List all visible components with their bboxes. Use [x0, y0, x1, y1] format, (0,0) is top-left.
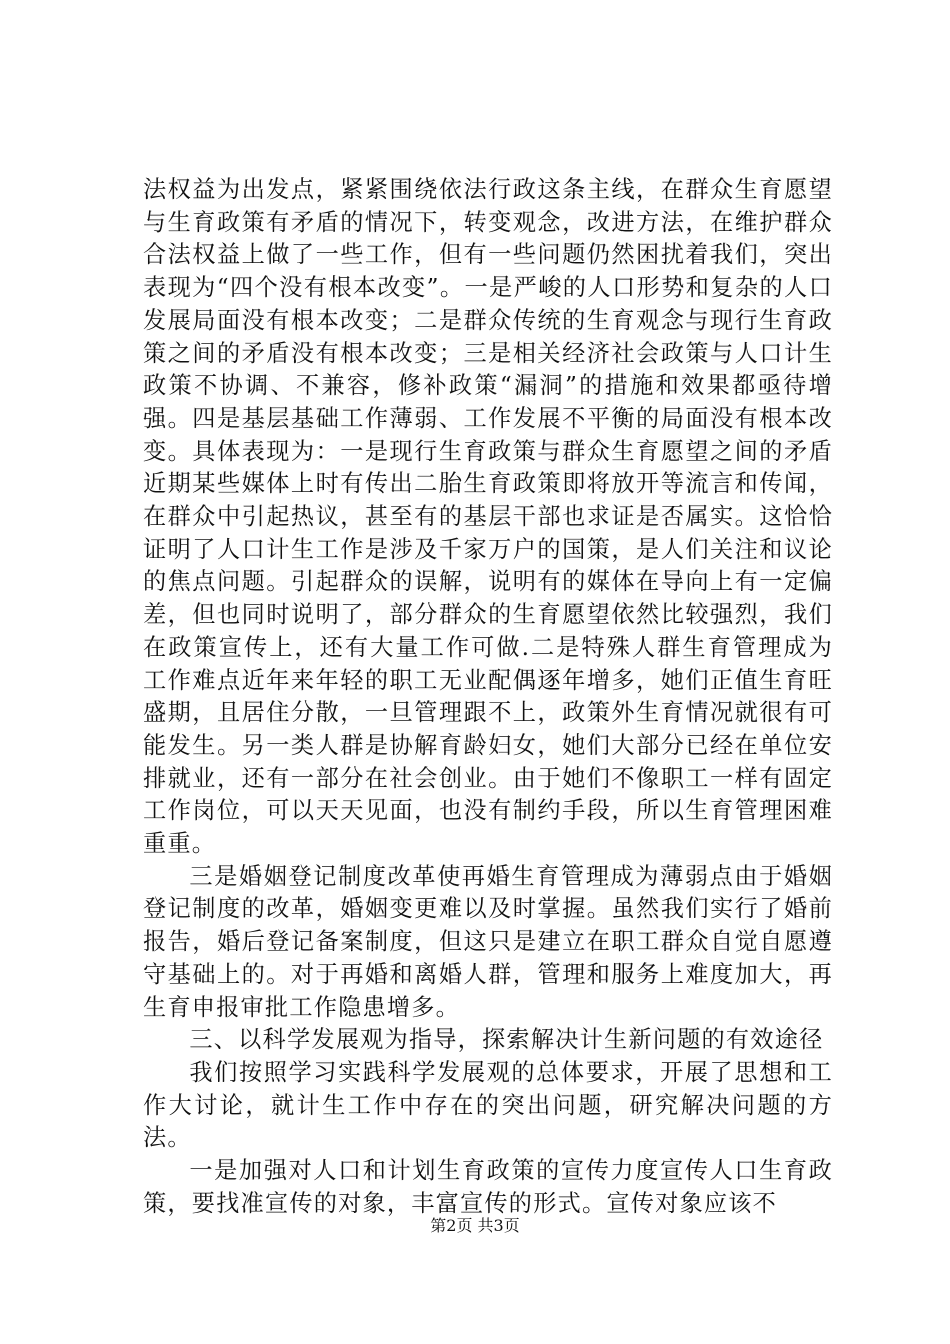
- paragraph-4: 一是加强对人口和计划生育政策的宣传力度宣传人口生育政策，要找准宣传的对象，丰富宣传的形式。宣传对象应该不: [143, 1157, 833, 1217]
- page-footer: 第2页 共3页: [430, 1216, 520, 1235]
- section-heading: 三、以科学发展观为指导，探索解决计生新问题的有效途径: [189, 1026, 824, 1054]
- paragraph-1: 法权益为出发点，紧紧围绕依法行政这条主线，在群众生育愿望与生育政策有矛盾的情况下，转变观念，改进方法，在维护群众合法权益上做了一些工作，但有一些问题仍然困扰着我们，突出表现为“四个没有根本改变”。一是严峻的人口形势和复杂的人口发展局面没有根本改变；二是群众传统的生育观念与现行生育政策之间的矛盾没有根本改变；三是相关经济社会政策与人口计生政策不协调、不兼容，修补政策“漏洞”的措施和效果都亟待增强。四是基层基础工作薄弱、工作发展不平衡的局面没有根本改变。具体表现为：一是现行生育政策与群众生育愿望之间的矛盾近期某些媒体上时有传出二胎生育政策即将放开等流言和传闻，在群众中引起热议，甚至有的基层干部也求证是否属实。这恰恰证明了人口计生工作是涉及千家万户的国策，是人们关注和议论的焦点问题。引起群众的误解，说明有的媒体在导向上有一定偏差，但也同时说明了，部分群众的生育愿望依然比较强烈，我们在政策宣传上，还有大量工作可做.二是特殊人群生育管理成为工作难点近年来年轻的职工无业配偶逐年增多，她们正值生育旺盛期，且居住分散，一旦管理跟不上，政策外生育情况就很有可能发生。另一类人群是协解育龄妇女，她们大部分已经在单位安排就业，还有一部分在社会创业。由于她们不像职工一样有固定工作岗位，可以天天见面，也没有制约手段，所以生育管理困难重重。: [143, 176, 833, 858]
- paragraph-2: 三是婚姻登记制度改革使再婚生育管理成为薄弱点由于婚姻登记制度的改革，婚姻变更难以及时掌握。虽然我们实行了婚前报告，婚后登记备案制度，但这只是建立在职工群众自觉自愿遵守基础上的。对于再婚和离婚人群，管理和服务上难度加大，再生育申报审批工作隐患增多。: [143, 862, 833, 1021]
- document-body: [143, 174, 833, 1221]
- paragraph-3: 我们按照学习实践科学发展观的总体要求，开展了思想和工作大讨论，就计生工作中存在的突出问题，研究解决问题的方法。: [143, 1058, 833, 1152]
